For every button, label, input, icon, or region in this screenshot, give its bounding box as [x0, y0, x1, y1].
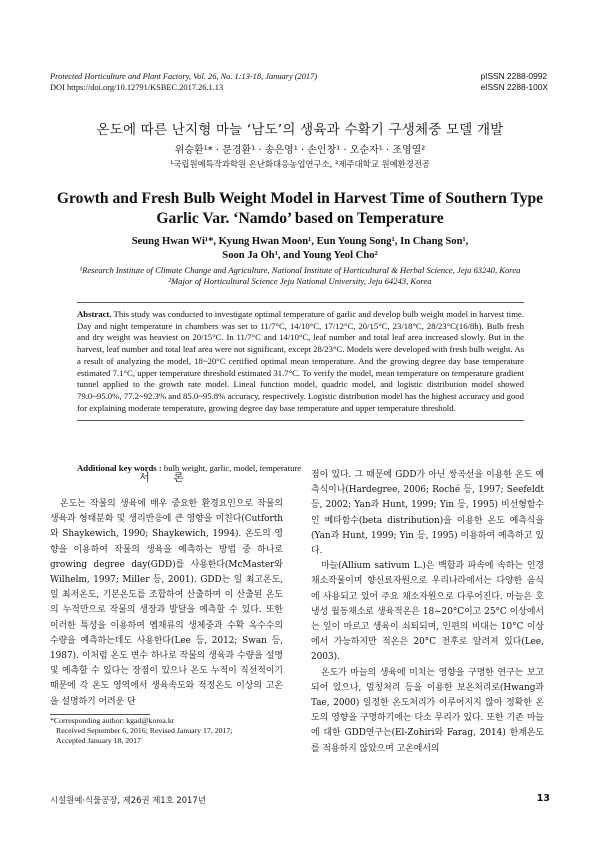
left-column — [50, 497, 283, 710]
korean-authors: 위승환¹* · 문경환¹ · 송은영¹ · 손인창¹ · 오순자¹ · 조영열² — [174, 145, 426, 156]
abstract-text: This study was conducted to investigate optimal temperature of garlic and develop bulb weight model in harvest time. Day and night temperature in chambers was set to 11/7°C, 14/10°C, 17/12°C, 20/15°C, 23/18°C, 28/23°C(16/8h). Bulb fresh and dry weight was heaviest on 20/15°C. In 11/7°C and 14/10°C, leaf number and total leaf area increased slowly. But in the harvest, leaf number and total leaf area were not significant, except 28/23°C. Models were developed with fresh bulb weight. As a result of analyzing the model, 18~20°C certified optimal mean temperature. And the growing degree day base temperature estimated 7.1°C, upper temperature threshold estimated 31.7°C. To verify the model, mean temperature on temperature gradient tunnel applied to the growth rate model. Lineal function model, quadric model, and logistic distribution model showed 79.0~95.0%, 77.2~92.3% and 85.0~95.8% accuracy, respectively. Logistic distribution model has the highest accuracy and good for explaining moderate temperature, growing degree day base temperature and upper temperature threshold. — [77, 309, 525, 413]
right-column — [311, 468, 544, 757]
korean-affiliation: ¹국립원예특작과학원 온난화대응농업연구소, ²제주대학교 원예환경전공 — [169, 159, 431, 169]
page-footer — [50, 794, 550, 806]
footer-journal: 시설원예·식물공장, 제26권 제1호 2017년 — [50, 795, 206, 805]
english-affiliation-line1: ¹Research Institute of Climate Change and Agriculture, National Institute of Horticultural & Herbal Science, Jeju 63240, Korea — [79, 265, 521, 275]
footnote — [50, 716, 290, 746]
issn-block — [480, 71, 548, 93]
journal-citation: Protected Horticulture and Plant Factory, Vol. 26, No. 1:13-18, January (2017) — [50, 72, 318, 81]
accepted-date: Accepted January 18, 2017 — [56, 736, 141, 745]
english-title-line1: Growth and Fresh Bulb Weight Model in Harvest Time of Southern Type — [56, 190, 544, 207]
korean-title: 온도에 따른 난지형 마늘 ‘남도’의 생육과 수확기 구생체중 모델 개발 — [96, 122, 504, 138]
english-authors-line1: Seung Hwan Wi¹*, Kyung Hwan Moon¹, Eun Young Song¹, In Chang Son¹, — [131, 236, 469, 247]
body-paragraph: 온도는 작물의 생육에 매우 중요한 환경요인으로 작물의 생육과 형태분화 및 생리반응에 큰 영향을 미친다(Cutforth와 Shaykewich, 1990; Shaykewich, 1994). 온도의 영향을 이용하여 작물의 생육을 예측하는 방법 중 하나로 growing degree day(GDD)를 사용한다(McMaster와 Wilhelm, 1997; Miller 등, 2001). GDD는 일 최고온도, 일 최저온도, 기본온도를 조합하여 산출하며 이 산출된 온도의 누적만으로 작물의 생장과 발달을 예측할 수 있다. 또한 이러한 특성을 이용하여 옙채류의 생체중과 수확 옥수수의 수량을 예측하는데도 사용한다(Lee 등, 2012; Swan 등, 1987). 이처럼 온도 변수 하나로 작물의 생육과 수량을 설명 및 예측할 수 있다는 장점이 있으나 온도 누적이 직선적이기 때문에 각 온도 영역에서 생육속도와 적정온도 이상의 고온을 설명하기 어려운 단 — [50, 499, 283, 707]
received-date: Received September 6, 2016; Revised January 17, 2017; — [56, 726, 233, 735]
keywords-text: bulb weight, garlic, model, temperature — [163, 463, 302, 473]
journal-header — [50, 71, 317, 93]
abstract-label: Abstract. — [77, 309, 112, 319]
corresponding-author: *Corresponding author: kgad@korea.kr — [50, 716, 175, 725]
abstract-box — [77, 302, 524, 421]
english-affiliation — [0, 265, 600, 287]
keywords-label: Additional key words : — [77, 463, 162, 473]
footnote-divider — [50, 714, 150, 715]
body-paragraph: 온도가 마늘의 생육에 미치는 영향을 구명한 연구는 보고되어 있으나, 멀칭처리 등을 이용한 보온처리로(Hwang과 Tae, 2000) 일정한 온도처리가 이루어지지 않아 정확한 온도의 영향을 구명하기에는 다소 무리가 있다. 또한 기존 마늘에 대한 GDD연구는(El-Zohiri와 Farag, 2014) 한계온도를 적용하지 않았으며 고온에서의 — [311, 667, 544, 754]
section-title: 서 론 — [139, 471, 194, 484]
english-authors — [0, 235, 600, 263]
english-title — [0, 189, 600, 229]
english-authors-line2: Soon Ja Oh¹, and Young Yeol Cho² — [222, 250, 378, 261]
eissn: eISSN 2288-100X — [480, 82, 548, 92]
body-paragraph: 점이 있다. 그 때문에 GDD가 아닌 쌍곡선을 이용한 온도 예측식이나(Hardegree, 2006; Roché 등, 1997; Seefeldt 등, 2002; Yan과 Hunt, 1999; Yin 등, 1995) 비선형함수인 베타함수(beta distribution)을 이용한 온도 예측식을(Yan과 Hunt, 1999; Yin 등, 1995) 이용하여 예측하고 있다. — [311, 470, 544, 557]
abstract — [77, 309, 524, 414]
doi-link[interactable]: DOI https://doi.org/10.12791/KSBEC.2017.26.1.13 — [50, 83, 224, 92]
body-paragraph: 마늘(Allium sativum L.)은 백합과 파속에 속하는 인경채소작물이며 향신료자원으로 우리나라에서는 다양한 음식에 사용되고 있어 주요 채소자원으로 다루어진다. 마늘은 호냉성 월동채소로 생육적온은 18~20°C이고 25°C 이상에서는 잎이 마르고 생육이 쇠퇴되며, 인편의 비대는 10°C 이상에서 가능하지만 적온은 20°C 전후로 알려져 있다(Lee, 2003). — [311, 561, 544, 663]
english-title-line2: Garlic Var. ‘Namdo’ based on Temperature — [156, 210, 444, 227]
page-number: 13 — [536, 793, 550, 804]
pissn: pISSN 2288-0992 — [480, 71, 548, 81]
english-affiliation-line2: ²Major of Horticultural Science Jeju National University, Jeju 64243, Korea — [168, 276, 432, 286]
